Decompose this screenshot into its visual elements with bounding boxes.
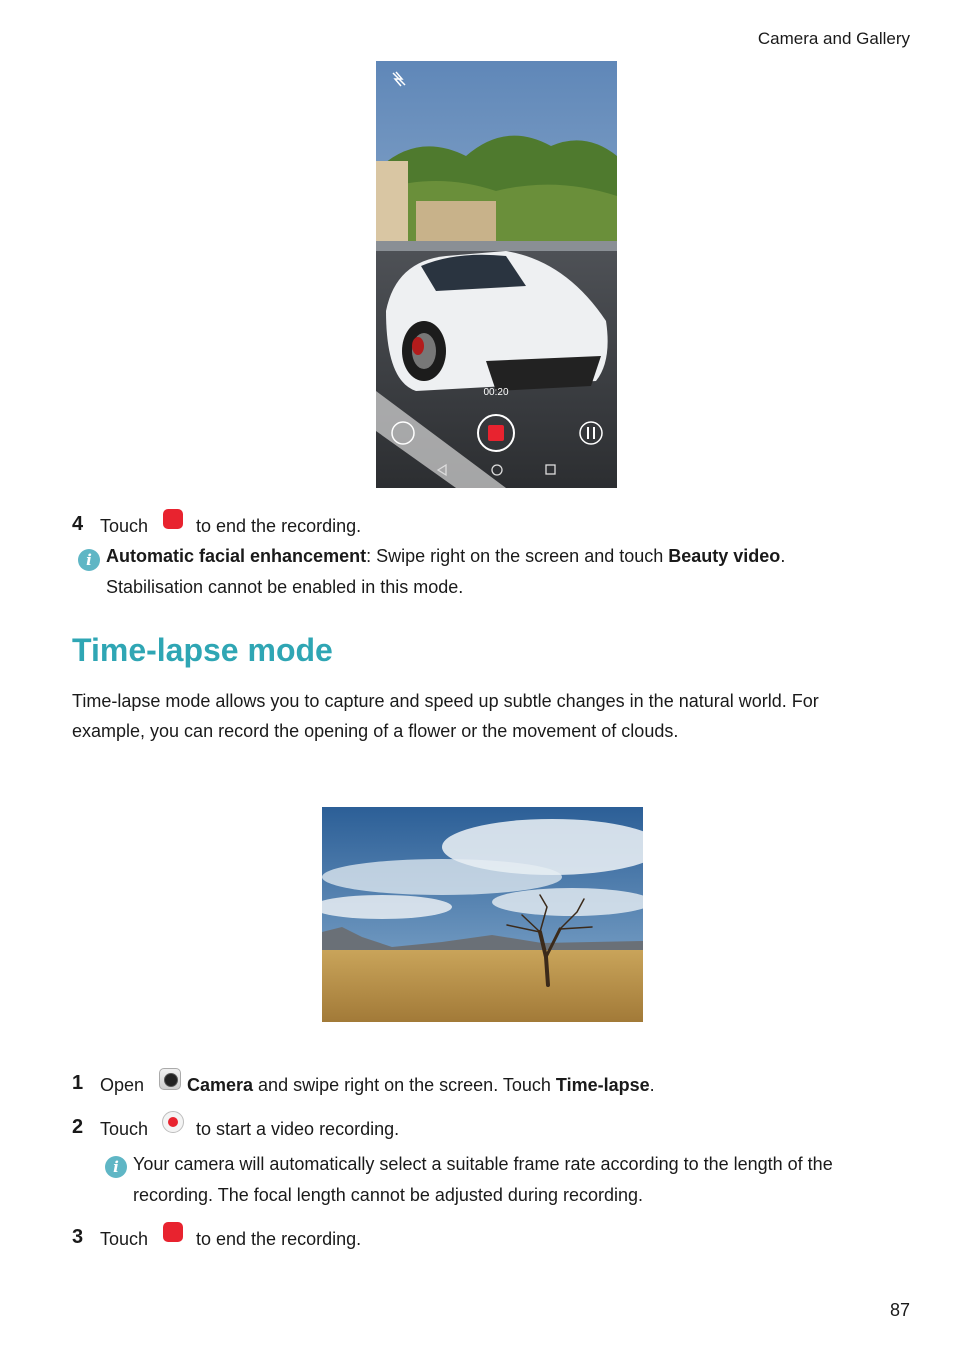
page-header-title: Camera and Gallery (757, 29, 910, 48)
stop-record-icon (163, 1222, 183, 1242)
note-line-2: Stabilisation cannot be enabled in this mode. (106, 577, 464, 597)
step-number: 4 (72, 513, 84, 535)
info-icon: i (78, 549, 100, 571)
note-text: : Swipe right on the screen and touch (366, 546, 669, 566)
step-number: 2 (72, 1116, 84, 1138)
section-paragraph-line: example, you can record the opening of a flower or the movement of clouds. (72, 721, 679, 741)
stop-record-icon (163, 509, 183, 529)
step-number: 1 (72, 1072, 84, 1094)
car-scene-image (376, 61, 617, 488)
step-text-before: Touch (100, 516, 149, 536)
step-text-before: Open (100, 1075, 145, 1095)
section-title: Time-lapse mode (72, 632, 333, 668)
camera-recording-screenshot (376, 61, 617, 488)
step-text: . (649, 1075, 655, 1095)
step-bold-term: Camera (187, 1075, 254, 1095)
step-text-after: to end the recording. (196, 516, 362, 536)
step-text: and swipe right on the screen. Touch (253, 1075, 556, 1095)
info-icon: i (105, 1156, 127, 1178)
step-text-after: to start a video recording. (196, 1119, 400, 1139)
step-text-after: to end the recording. (196, 1229, 362, 1249)
time-lapse-landscape-image (322, 807, 643, 1022)
camera-app-icon (159, 1068, 181, 1090)
note-line-2: recording. The focal length cannot be adjusted during recording. (133, 1185, 644, 1205)
recording-timer: 00:20 (483, 387, 509, 398)
note-bold-term: Beauty video (668, 546, 781, 566)
note-line-1 (106, 544, 785, 568)
step-1-instruction (187, 1073, 655, 1097)
record-icon (162, 1111, 184, 1133)
step-number: 3 (72, 1226, 84, 1248)
note-text: . (780, 546, 786, 566)
note-bold-term: Automatic facial enhancement (106, 546, 367, 566)
section-paragraph-line: Time-lapse mode allows you to capture and speed up subtle changes in the natural world. For (72, 691, 819, 711)
note-line-1: Your camera will automatically select a suitable frame rate according to the length of the (133, 1154, 833, 1174)
page-number: 87 (889, 1300, 910, 1320)
step-text-before: Touch (100, 1119, 149, 1139)
step-bold-term: Time-lapse (555, 1075, 650, 1095)
step-text-before: Touch (100, 1229, 149, 1249)
